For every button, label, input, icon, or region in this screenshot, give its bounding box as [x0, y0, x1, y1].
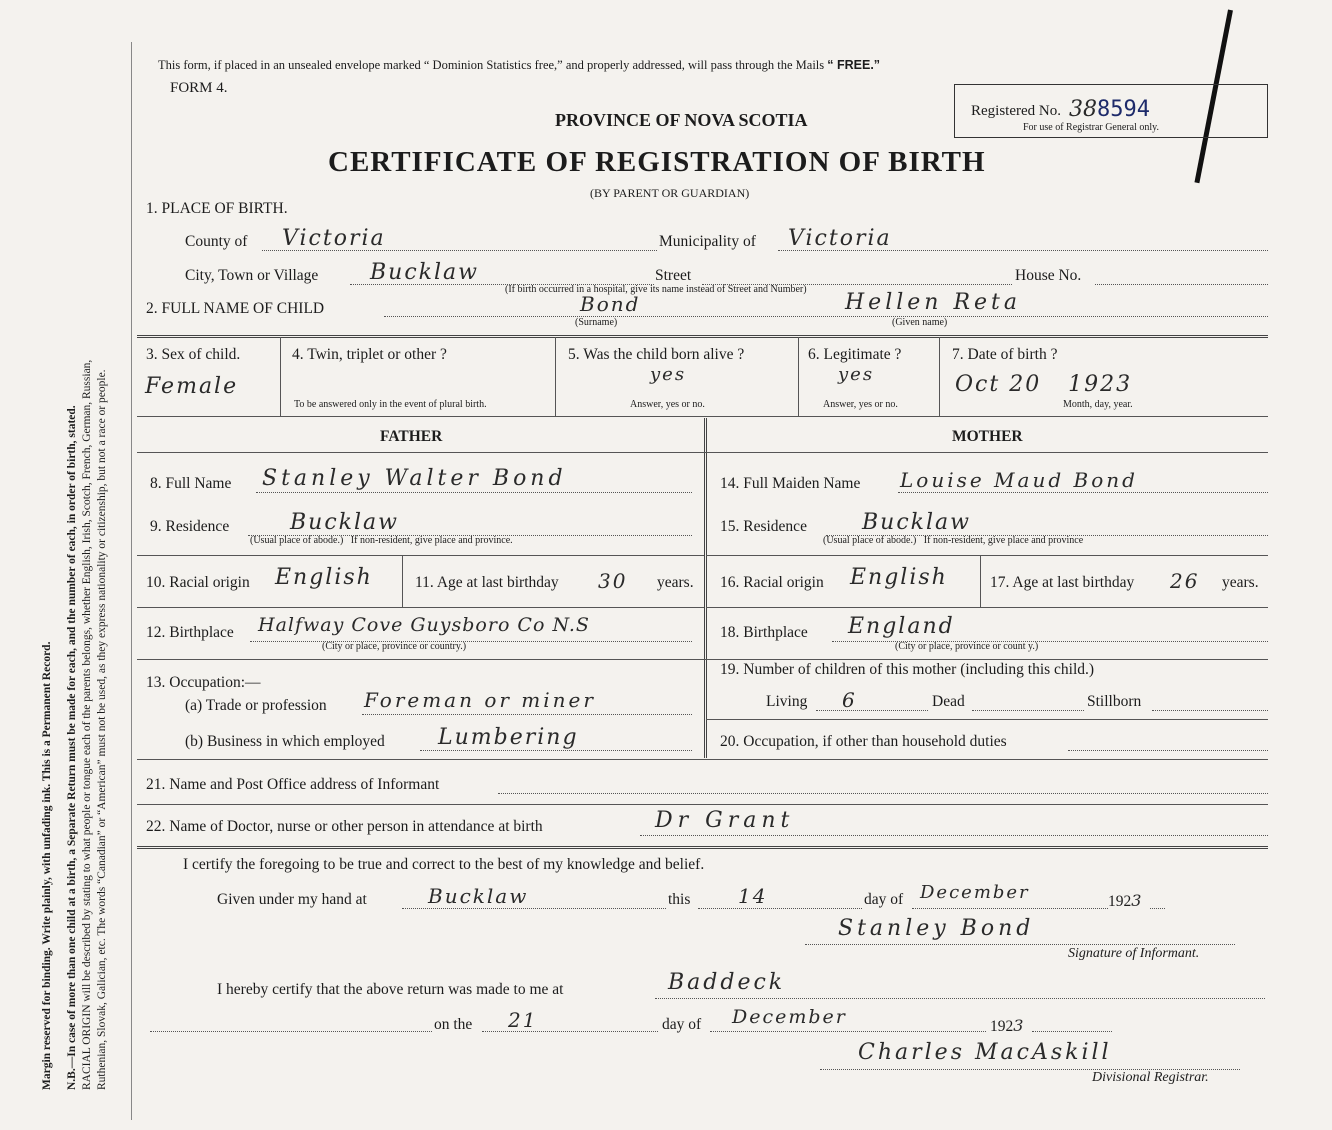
- margin-line-3: RACIAL ORIGIN will be described by stating to what people or tongue each of the parents belongs, whether English, Irish, Scotch, French, German, Russian,: [81, 359, 93, 1090]
- certify-day-of-label: day of: [864, 891, 904, 908]
- mother-residence-note: (Usual place of abode.) If non-resident, give place and province: [823, 535, 1084, 546]
- county-value: Victoria: [282, 226, 386, 251]
- city-label: City, Town or Village: [185, 267, 319, 284]
- mother-heading: MOTHER: [952, 428, 1023, 445]
- mail-notice-free: “ FREE.”: [827, 58, 881, 72]
- father-birthplace-label: 12. Birthplace: [146, 624, 234, 641]
- twin-note: To be answered only in the event of plural birth.: [294, 399, 487, 410]
- mother-birthplace: England: [848, 614, 955, 639]
- page-subtitle: (BY PARENT OR GUARDIAN): [590, 186, 750, 200]
- father-residence-label: 9. Residence: [150, 518, 230, 535]
- hospital-note: (If birth occurred in a hospital, give its name instead of Street and Number): [505, 284, 807, 295]
- father-residence: Bucklaw: [290, 510, 399, 535]
- municipality-value: Victoria: [788, 226, 892, 251]
- occupation-label: 13. Occupation:—: [146, 674, 261, 691]
- father-residence-note: (Usual place of abode.) If non-resident, give place and province.: [250, 535, 513, 546]
- dead-label: Dead: [932, 693, 965, 710]
- sex-label: 3. Sex of child.: [146, 346, 241, 363]
- alive-value: yes: [650, 364, 687, 385]
- father-name-label: 8. Full Name: [150, 475, 232, 492]
- doctor-label: 22. Name of Doctor, nurse or other person in attendance at birth: [146, 818, 543, 835]
- mother-age: 26: [1170, 569, 1200, 593]
- living-value: 6: [842, 688, 857, 712]
- registrar-year: [990, 1016, 1023, 1036]
- mother-years: years.: [1222, 574, 1259, 591]
- dob-note: Month, day, year.: [1063, 399, 1133, 410]
- dob-value: Oct 20 1923: [955, 372, 1133, 397]
- registrar-place: Baddeck: [668, 970, 786, 995]
- informant-signature-label: Signature of Informant.: [1068, 946, 1200, 961]
- given-label: Given under my hand at: [217, 891, 367, 908]
- certify-year-prefix: 192: [1108, 893, 1132, 910]
- registrar-statement: I hereby certify that the above return was made to me at: [217, 981, 564, 998]
- form-number: FORM 4.: [170, 80, 228, 96]
- living-label: Living: [766, 693, 808, 710]
- registrar-day-of-label: day of: [662, 1016, 702, 1033]
- certify-month: December: [920, 882, 1030, 903]
- business-label: (b) Business in which employed: [185, 733, 385, 750]
- registrar-year-prefix: 192: [990, 1018, 1014, 1035]
- registrar-signature-label: Divisional Registrar.: [1092, 1070, 1209, 1085]
- child-given-name: Hellen Reta: [845, 290, 1021, 315]
- place-of-birth-heading: 1. PLACE OF BIRTH.: [146, 200, 288, 217]
- mother-name-label: 14. Full Maiden Name: [720, 475, 861, 492]
- mother-race-label: 16. Racial origin: [720, 574, 824, 591]
- dob-label: 7. Date of birth ?: [952, 346, 1058, 363]
- mother-age-label: 17. Age at last birthday: [990, 574, 1135, 591]
- father-age: 30: [598, 569, 628, 593]
- registered-box: [954, 84, 1268, 138]
- certify-statement: I certify the foregoing to be true and correct to the best of my knowledge and belief.: [183, 856, 705, 873]
- page-title: CERTIFICATE OF REGISTRATION OF BIRTH: [328, 146, 986, 178]
- legit-note: Answer, yes or no.: [823, 399, 898, 410]
- margin-line-4: Ruthenian, Slovak, Galician, etc. The words “Canadian” or “American” must not be used, as they express nationality or citizenship, but not a race or people.: [96, 369, 108, 1090]
- father-heading: FATHER: [380, 428, 443, 445]
- county-label: County of: [185, 233, 248, 250]
- margin-line-1: Margin reserved for binding. Write plainly, with unfading ink. This is a Permanent Record.: [41, 641, 53, 1090]
- registered-number-stamp: 8594: [1097, 97, 1150, 122]
- margin-instructions: [40, 40, 136, 1090]
- this-label: this: [668, 891, 691, 908]
- registered-number-hand: 38: [1069, 97, 1097, 122]
- mother-birthplace-note: (City or place, province or count y.): [895, 641, 1039, 652]
- mother-residence-label: 15. Residence: [720, 518, 807, 535]
- trade-label: (a) Trade or profession: [185, 697, 327, 714]
- registered-label: Registered No.: [971, 103, 1061, 119]
- certify-day: 14: [738, 884, 768, 908]
- father-birthplace: Halfway Cove Guysboro Co N.S: [258, 614, 590, 636]
- alive-label: 5. Was the child born alive ?: [568, 346, 745, 363]
- stillborn-label: Stillborn: [1087, 693, 1142, 710]
- legit-value: yes: [838, 364, 875, 385]
- certify-year: [1108, 891, 1141, 911]
- street-label: Street: [655, 267, 692, 284]
- business-value: Lumbering: [438, 725, 579, 750]
- mail-notice: [158, 58, 880, 73]
- informant-label: 21. Name and Post Office address of Informant: [146, 776, 440, 793]
- father-race: English: [275, 565, 373, 590]
- on-the-label: on the: [434, 1016, 473, 1033]
- trade-value: Foreman or miner: [364, 688, 596, 712]
- registrar-year-suffix: 3: [1013, 1016, 1024, 1035]
- mail-notice-text: This form, if placed in an unsealed envelope marked “ Dominion Statistics free,” and properly addressed, will pass through the Mails: [158, 58, 828, 72]
- mother-birthplace-label: 18. Birthplace: [720, 624, 808, 641]
- margin-line-2: N.B.—In case of more than one child at a birth, a Separate Return must be made for each, and the number of each, in order of birth, stated.: [66, 405, 78, 1090]
- given-caption: (Given name): [892, 317, 948, 328]
- certify-year-suffix: 3: [1131, 891, 1142, 910]
- alive-note: Answer, yes or no.: [630, 399, 705, 410]
- city-value: Bucklaw: [370, 260, 479, 285]
- father-name: Stanley Walter Bond: [262, 466, 567, 491]
- house-label: House No.: [1015, 267, 1082, 284]
- father-race-label: 10. Racial origin: [146, 574, 250, 591]
- registrar-day: 21: [508, 1008, 538, 1032]
- mother-name: Louise Maud Bond: [900, 468, 1138, 492]
- father-birthplace-note: (City or place, province or country.): [322, 641, 467, 652]
- child-name-label: 2. FULL NAME OF CHILD: [146, 300, 325, 317]
- registrar-month: December: [732, 1006, 847, 1028]
- father-age-label: 11. Age at last birthday: [415, 574, 559, 591]
- surname-caption: (Surname): [575, 317, 618, 328]
- twin-label: 4. Twin, triplet or other ?: [292, 346, 447, 363]
- mother-occupation-label: 20. Occupation, if other than household duties: [720, 733, 1007, 750]
- registered-note: For use of Registrar General only.: [1023, 122, 1159, 133]
- province-heading: PROVINCE OF NOVA SCOTIA: [555, 110, 808, 130]
- registered-number: [1069, 96, 1150, 123]
- sex-value: Female: [145, 374, 239, 399]
- doctor-value: Dr Grant: [655, 808, 795, 833]
- father-years: years.: [657, 574, 694, 591]
- informant-signature: Stanley Bond: [838, 916, 1035, 941]
- registrar-signature: Charles MacAskill: [858, 1040, 1112, 1065]
- binding-rule: [131, 42, 132, 1120]
- given-place: Bucklaw: [428, 884, 529, 908]
- municipality-label: Municipality of: [659, 233, 756, 250]
- children-label: 19. Number of children of this mother (including this child.): [720, 661, 1095, 678]
- legit-label: 6. Legitimate ?: [808, 346, 902, 363]
- mother-race: English: [850, 565, 948, 590]
- mother-residence: Bucklaw: [862, 510, 971, 535]
- child-surname: Bond: [580, 292, 641, 316]
